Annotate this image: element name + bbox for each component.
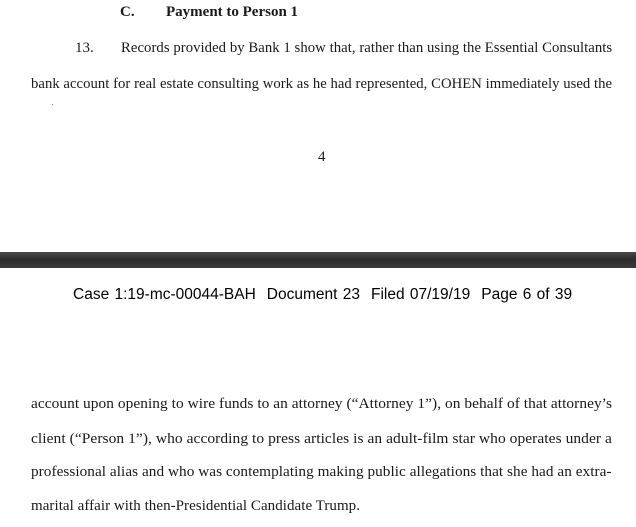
document-number: Document 23 (266, 286, 360, 303)
body-text-line: bank account for real estate consulting work as he had represented, COHEN immediately used the (31, 76, 613, 92)
scan-speck (52, 104, 53, 105)
case-number: Case 1:19-mc-00044-BAH (73, 286, 256, 303)
body-text-line: Records provided by Bank 1 show that, rather than using the Essential Consultants (121, 40, 613, 56)
section-title: Payment to Person 1 (166, 4, 299, 20)
section-letter: C. (120, 4, 135, 20)
page-number: 4 (318, 149, 326, 165)
body-text-line: client (“Person 1”), who according to press articles is an adult-film star who operates under a (31, 431, 612, 447)
body-text-line: account upon opening to wire funds to an attorney (“Attorney 1”), on behalf of that attorney’s (31, 396, 613, 412)
page-indicator: Page 6 of 39 (481, 286, 573, 303)
body-text-line: professional alias and who was contemplating making public allegations that she had an extra- (31, 464, 612, 480)
filed-date: Filed 07/19/19 (370, 286, 471, 303)
case-header (73, 286, 572, 304)
document-page-upper (0, 0, 636, 252)
paragraph-number: 13. (75, 40, 94, 56)
page-separator (0, 252, 636, 268)
section-heading (120, 4, 298, 21)
body-text-line: marital affair with then-Presidential Candidate Trump. (31, 498, 361, 514)
